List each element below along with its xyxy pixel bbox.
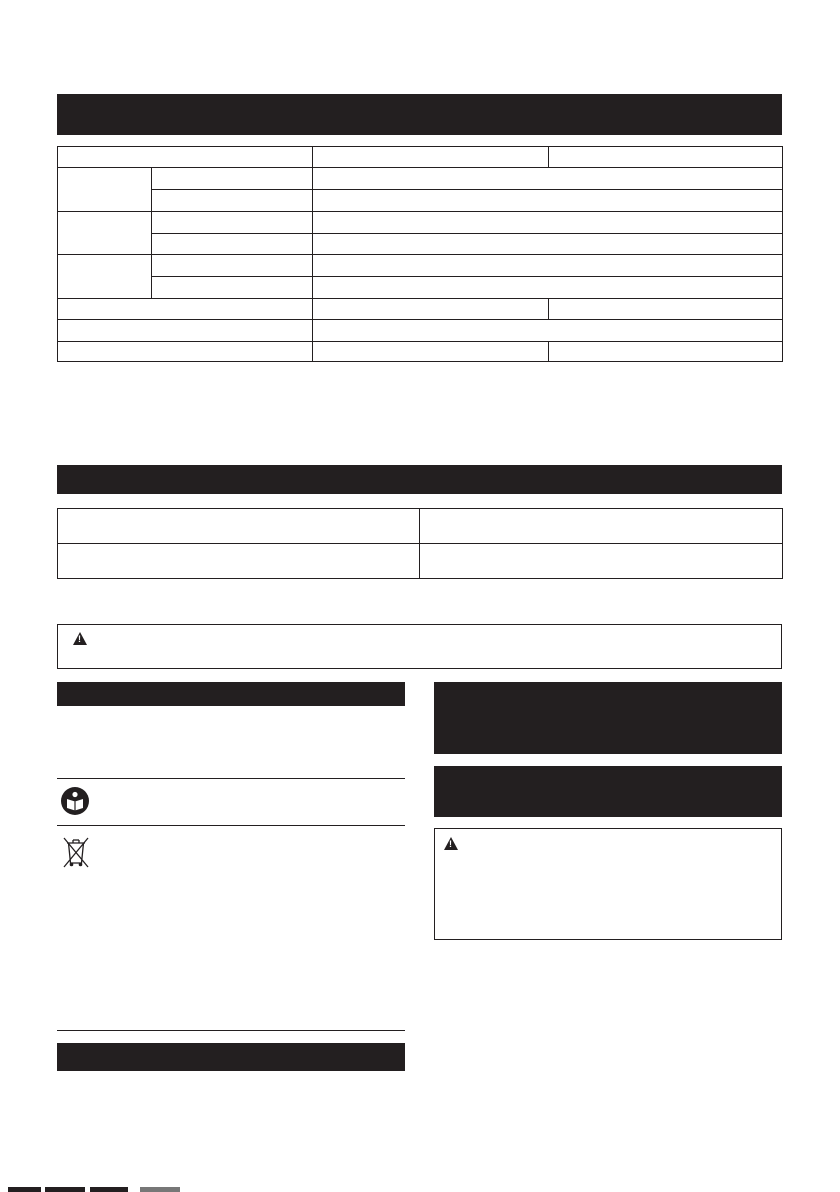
table-row — [58, 509, 783, 544]
bottom-strip — [45, 1187, 85, 1192]
table-cell — [152, 277, 313, 299]
table-cell — [58, 320, 313, 342]
table-row — [58, 277, 783, 299]
table-cell — [549, 147, 783, 168]
table-cell — [58, 342, 313, 362]
table-cell — [313, 212, 783, 234]
table-cell — [58, 147, 313, 168]
table-row — [58, 212, 783, 234]
warning-box — [57, 624, 782, 669]
table-cell — [549, 299, 783, 320]
warning-triangle-icon — [73, 632, 87, 645]
table-cell — [313, 277, 783, 299]
specifications-table — [57, 146, 783, 362]
specifications-header-band — [57, 94, 782, 135]
table-row — [58, 190, 783, 212]
bottom-strip — [140, 1187, 180, 1192]
section-header-band — [57, 465, 782, 494]
read-manual-icon — [61, 787, 89, 815]
table-row — [58, 168, 783, 190]
table-cell — [152, 234, 313, 255]
right-column-subheader-band — [434, 766, 782, 817]
table-cell — [313, 168, 783, 190]
left-column-header-band — [57, 682, 405, 706]
bottom-strip — [8, 1187, 41, 1192]
two-column-table — [57, 508, 783, 579]
table-cell — [549, 342, 783, 362]
right-column-header-band — [434, 682, 782, 754]
table-row — [58, 299, 783, 320]
table-row — [58, 234, 783, 255]
table-cell — [313, 255, 783, 277]
table-row — [58, 544, 783, 579]
table-cell — [313, 299, 549, 320]
table-cell — [313, 234, 783, 255]
table-cell — [152, 255, 313, 277]
warning-triangle-icon — [444, 837, 458, 850]
table-cell — [58, 255, 152, 299]
table-cell — [58, 299, 313, 320]
table-row — [58, 147, 783, 168]
table-cell — [313, 190, 783, 212]
table-cell — [58, 509, 420, 544]
table-cell — [152, 168, 313, 190]
table-cell — [313, 342, 549, 362]
divider — [57, 1030, 405, 1031]
table-cell — [313, 147, 549, 168]
bottom-strip — [90, 1187, 128, 1192]
table-cell — [58, 212, 152, 255]
divider — [57, 825, 405, 826]
table-cell — [313, 320, 783, 342]
table-cell — [58, 168, 152, 212]
table-cell — [420, 509, 783, 544]
table-cell — [58, 544, 420, 579]
crossed-out-wheelie-bin-icon — [62, 835, 90, 869]
warning-box — [434, 828, 782, 940]
table-row — [58, 320, 783, 342]
table-cell — [420, 544, 783, 579]
table-cell — [152, 212, 313, 234]
divider — [57, 778, 405, 779]
table-row — [58, 342, 783, 362]
table-row — [58, 255, 783, 277]
table-cell — [152, 190, 313, 212]
left-column-footer-band — [57, 1043, 405, 1071]
